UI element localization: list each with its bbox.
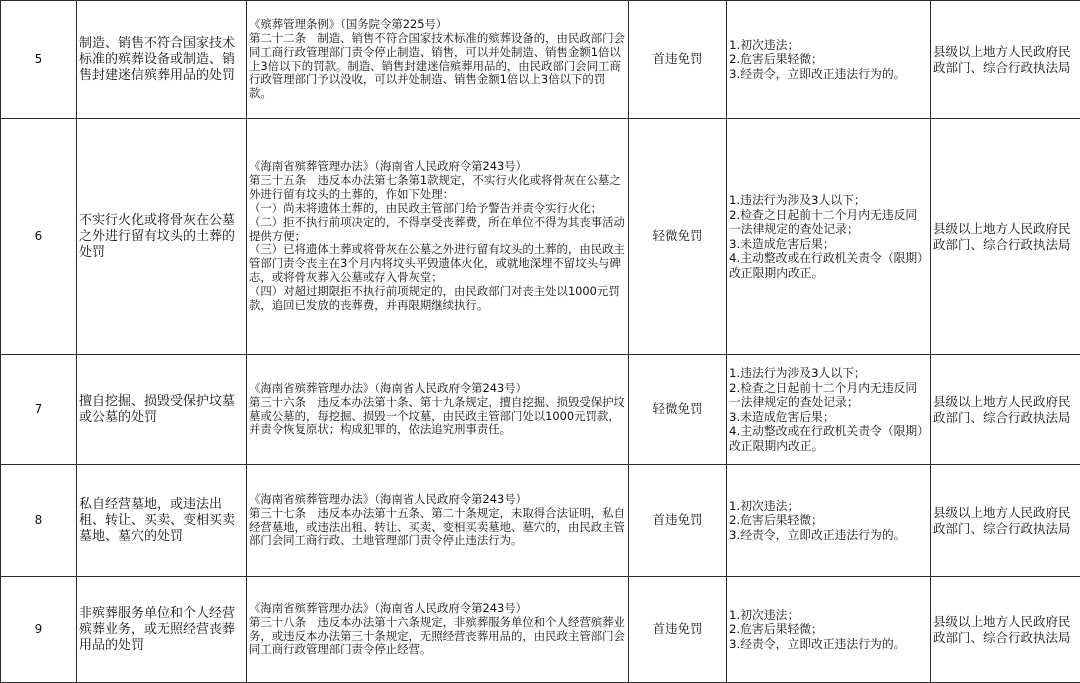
basis-line: 《海南省殡葬管理办法》（海南省人民政府令第243号）	[249, 380, 528, 395]
legal-basis	[247, 355, 629, 465]
legal-basis	[247, 119, 629, 355]
basis-line: （二）拒不执行前项决定的，不得享受丧葬费，所在单位不得为其丧事活动提供方便；	[249, 214, 625, 243]
condition-line: 1.初次违法；	[729, 498, 800, 513]
enforcement-agency: 县级以上地方人民政府民政部门、综合行政执法局	[931, 119, 1080, 355]
exemption-conditions	[727, 355, 931, 465]
basis-line: 《海南省殡葬管理办法》（海南省人民政府令第243号）	[249, 491, 528, 506]
condition-line: 4.主动整改或在行政机关责令（限期）改正限期内改正。	[729, 251, 924, 280]
row-number: 8	[1, 465, 77, 577]
basis-line: 第三十七条 违反本办法第十五条、第二十条规定，未取得合法证明，私自经营墓地，或违法出租、转让、买卖、变相买卖墓地、墓穴的，由民政主管部门会同工商行政、土地管理部门责令停止违法行为。	[249, 505, 625, 548]
condition-line: 4.主动整改或在行政机关责令（限期）改正限期内改正。	[729, 424, 924, 453]
condition-line: 2.检查之日起前十二个月内无违反同一法律规定的查处记录；	[729, 380, 918, 409]
condition-line: 1.违法行为涉及3人以下；	[729, 366, 866, 380]
violation-item: 制造、销售不符合国家技术标准的殡葬设备或制造、销售封建迷信殡葬用品的处罚	[77, 1, 247, 119]
enforcement-agency: 县级以上地方人民政府民政部门、综合行政执法局	[931, 355, 1080, 465]
violation-item: 非殡葬服务单位和个人经营殡葬业务，或无照经营丧葬用品的处罚	[77, 577, 247, 683]
basis-line: 《海南省殡葬管理办法》（海南省人民政府令第243号）	[249, 600, 528, 615]
table-row	[1, 119, 1080, 355]
row-number: 6	[1, 119, 77, 355]
condition-line: 1.初次违法；	[729, 37, 800, 52]
violation-item: 不实行火化或将骨灰在公墓之外进行留有坟头的土葬的处罚	[77, 119, 247, 355]
basis-line: （一）尚未将遗体土葬的，由民政主管部门给予警告并责令实行火化；	[249, 200, 603, 215]
violation-item: 擅自挖掘、损毁受保护坟墓或公墓的处罚	[77, 355, 247, 465]
basis-line: 《殡葬管理条例》（国务院令第225号）	[249, 16, 448, 31]
basis-line: 《海南省殡葬管理办法》（海南省人民政府令第243号）	[249, 159, 528, 174]
condition-line: 2.危害后果轻微；	[729, 52, 823, 67]
basis-line: （四）对超过期限拒不执行前项规定的，由民政部门对丧主处以1000元罚款，追回已发放的丧葬费，并再限期继续执行。	[249, 284, 620, 313]
basis-line: （三）已将遗体土葬或将骨灰在公墓之外进行留有坟头的土葬的，由民政主管部门责令丧主在3个月内将坟头平毁遗体火化，或就地深埋不留坟头与碑志，或将骨灰葬入公墓或存入骨灰堂；	[249, 242, 625, 285]
exemption-type: 轻微免罚	[629, 355, 727, 465]
condition-line: 3.未造成危害后果；	[729, 409, 835, 424]
exemption-type: 首违免罚	[629, 1, 727, 119]
condition-line: 3.经责令，立即改正违法行为的。	[729, 636, 906, 651]
condition-line: 1.初次违法；	[729, 607, 800, 622]
legal-basis	[247, 465, 629, 577]
enforcement-agency: 县级以上地方人民政府民政部门、综合行政执法局	[931, 465, 1080, 577]
exemption-type: 首违免罚	[629, 577, 727, 683]
legal-basis	[247, 1, 629, 119]
exemption-conditions	[727, 119, 931, 355]
basis-line: 第三十五条 违反本办法第七条第1款规定，不实行火化或将骨灰在公墓之外进行留有坟头的土葬的，作如下处理：	[249, 172, 621, 201]
table-row	[1, 355, 1080, 465]
condition-line: 3.经责令，立即改正违法行为的。	[729, 527, 906, 542]
condition-line: 1.违法行为涉及3人以下；	[729, 193, 866, 207]
row-number: 7	[1, 355, 77, 465]
table-row	[1, 465, 1080, 577]
exemption-conditions	[727, 1, 931, 119]
row-number: 5	[1, 1, 77, 119]
basis-line: 第三十六条 违反本办法第十条、第十九条规定，擅自挖掘、损毁受保护坟墓或公墓的，每挖掘、损毁一个坟墓，由民政主管部门处以1000元罚款，并责令恢复原状；构成犯罪的，依法追究刑事责任。	[249, 394, 625, 437]
violation-item: 私自经营墓地，或违法出租、转让、买卖、变相买卖墓地、墓穴的处罚	[77, 465, 247, 577]
exemption-type: 首违免罚	[629, 465, 727, 577]
basis-line: 第三十八条 违反本办法第十六条规定，非殡葬服务单位和个人经营殡葬业务，或违反本办法第三十条规定，无照经营丧葬用品的，由民政主管部门会同工商行政管理部门责令停止经营。	[249, 614, 625, 657]
legal-basis	[247, 577, 629, 683]
row-number: 9	[1, 577, 77, 683]
table-row	[1, 577, 1080, 683]
exemption-conditions	[727, 465, 931, 577]
condition-line: 3.经责令，立即改正违法行为的。	[729, 66, 906, 81]
condition-line: 2.危害后果轻微；	[729, 513, 823, 528]
table-row	[1, 1, 1080, 119]
exemption-type: 轻微免罚	[629, 119, 727, 355]
exemption-conditions	[727, 577, 931, 683]
condition-line: 3.未造成危害后果；	[729, 236, 835, 251]
condition-line: 2.检查之日起前十二个月内无违反同一法律规定的查处记录；	[729, 207, 918, 236]
enforcement-agency: 县级以上地方人民政府民政部门、综合行政执法局	[931, 1, 1080, 119]
condition-line: 2.危害后果轻微；	[729, 622, 823, 637]
basis-line: 第二十二条 制造、销售不符合国家技术标准的殡葬设备的，由民政部门会同工商行政管理部门责令停止制造、销售，可以并处制造、销售金额1倍以上3倍以下的罚款。制造、销售封建迷信殡葬用品的，由民政部门会同工商行政管理部门予以没收，可以并处制造、销售金额1倍以上3倍以下的罚款。	[249, 30, 625, 101]
enforcement-agency: 县级以上地方人民政府民政部门、综合行政执法局	[931, 577, 1080, 683]
